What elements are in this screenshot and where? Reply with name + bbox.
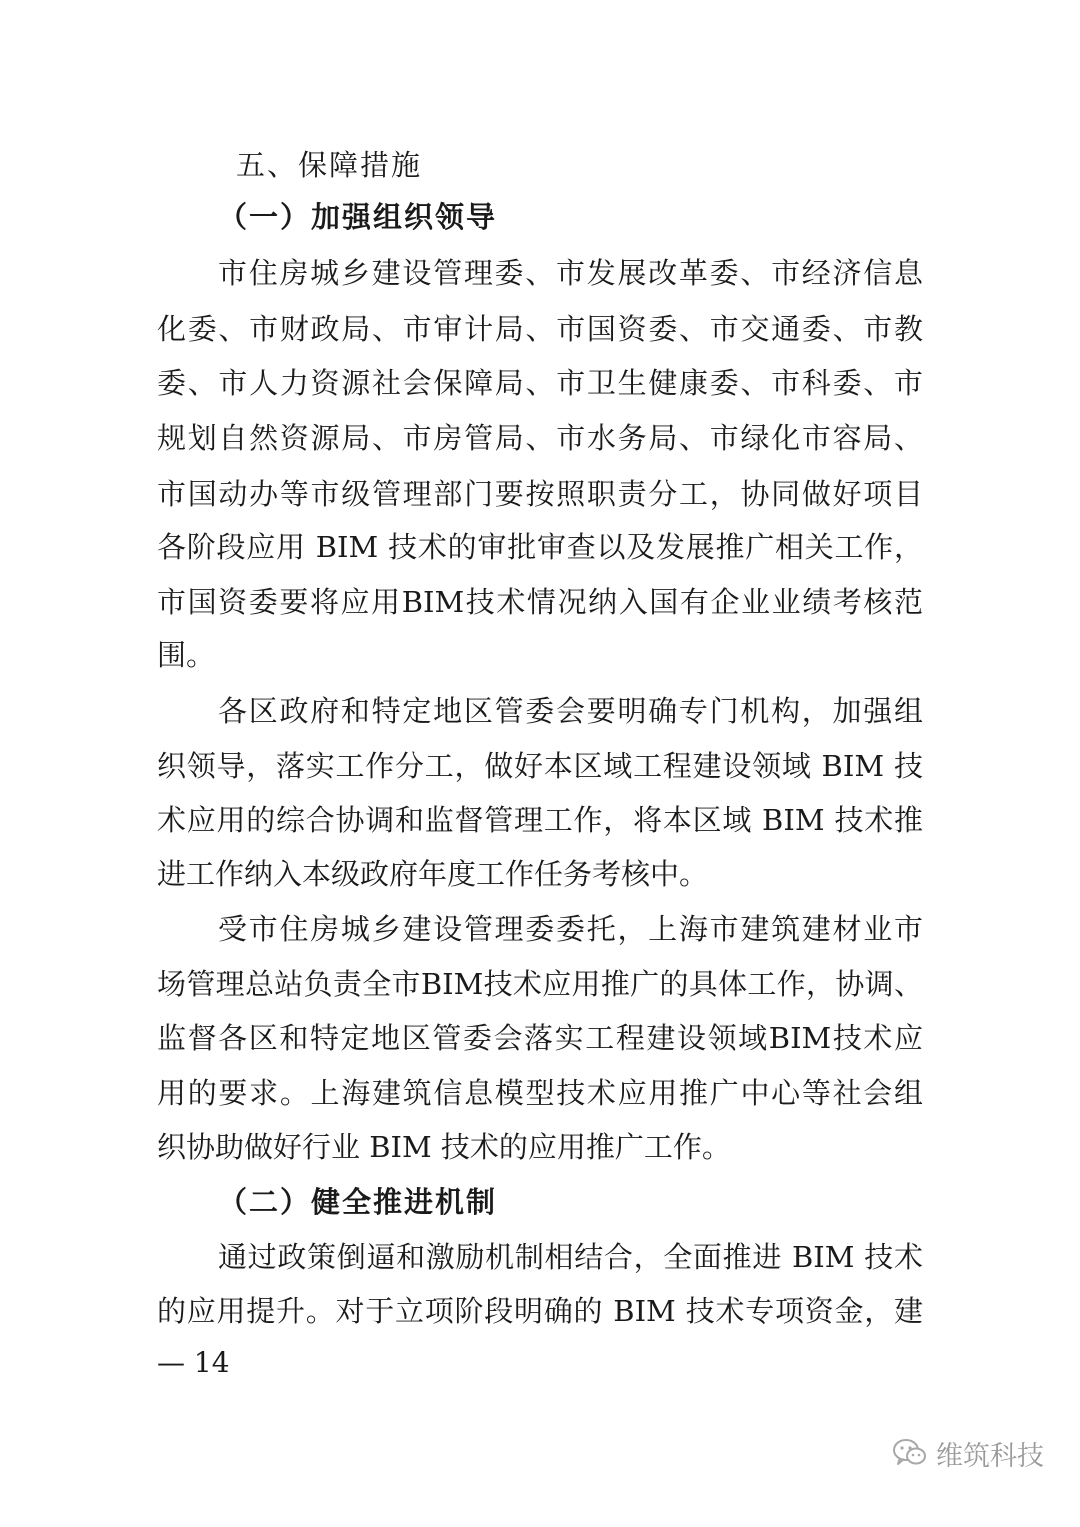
wechat-icon (892, 1438, 928, 1468)
paragraph-line: 术应用的综合协调和监督管理工作，将本区域 BIM 技术推 (157, 803, 923, 837)
paragraph-line: 的应用提升。对于立项阶段明确的 BIM 技术专项资金，建 (157, 1294, 923, 1328)
watermark (892, 1428, 1044, 1478)
paragraph-line: 监督各区和特定地区管委会落实工程建设领域BIM技术应 (157, 1021, 923, 1055)
paragraph-line: 各阶段应用 BIM 技术的审批审查以及发展推广相关工作， (157, 530, 923, 564)
paragraph-line: 规划自然资源局、市房管局、市水务局、市绿化市容局、 (157, 421, 923, 455)
paragraph-line: 市国动办等市级管理部门要按照职责分工，协同做好项目 (157, 477, 923, 511)
subsection-1-heading: （一）加强组织领导 (218, 200, 498, 234)
subsection-2-heading: （二）健全推进机制 (218, 1185, 498, 1219)
paragraph-line: 委、市人力资源社会保障局、市卫生健康委、市科委、市 (157, 366, 923, 400)
paragraph-line: 用的要求。上海建筑信息模型技术应用推广中心等社会组 (157, 1076, 923, 1110)
paragraph-line: 受市住房城乡建设管理委委托，上海市建筑建材业市 (218, 912, 923, 946)
paragraph-line: 场管理总站负责全市BIM技术应用推广的具体工作，协调、 (157, 967, 923, 1001)
paragraph-line: 织领导，落实工作分工，做好本区域工程建设领域 BIM 技 (157, 749, 923, 783)
paragraph-line: 市住房城乡建设管理委、市发展改革委、市经济信息 (218, 256, 923, 290)
section-heading: 五、保障措施 (236, 148, 423, 182)
paragraph-line: 各区政府和特定地区管委会要明确专门机构，加强组 (218, 694, 923, 728)
paragraph-line: 进工作纳入本级政府年度工作任务考核中。 (157, 857, 709, 891)
paragraph-line: 市国资委要将应用BIM技术情况纳入国有企业业绩考核范 (157, 585, 923, 619)
paragraph-line: 围。 (157, 638, 216, 672)
paragraph-line: 化委、市财政局、市审计局、市国资委、市交通委、市教 (157, 312, 923, 346)
watermark-text: 维筑科技 (936, 1440, 1044, 1472)
page-number: — 14 (157, 1346, 230, 1379)
paragraph-line: 通过政策倒逼和激励机制相结合，全面推进 BIM 技术 (218, 1240, 923, 1274)
paragraph-line: 织协助做好行业 BIM 技术的应用推广工作。 (157, 1130, 731, 1164)
